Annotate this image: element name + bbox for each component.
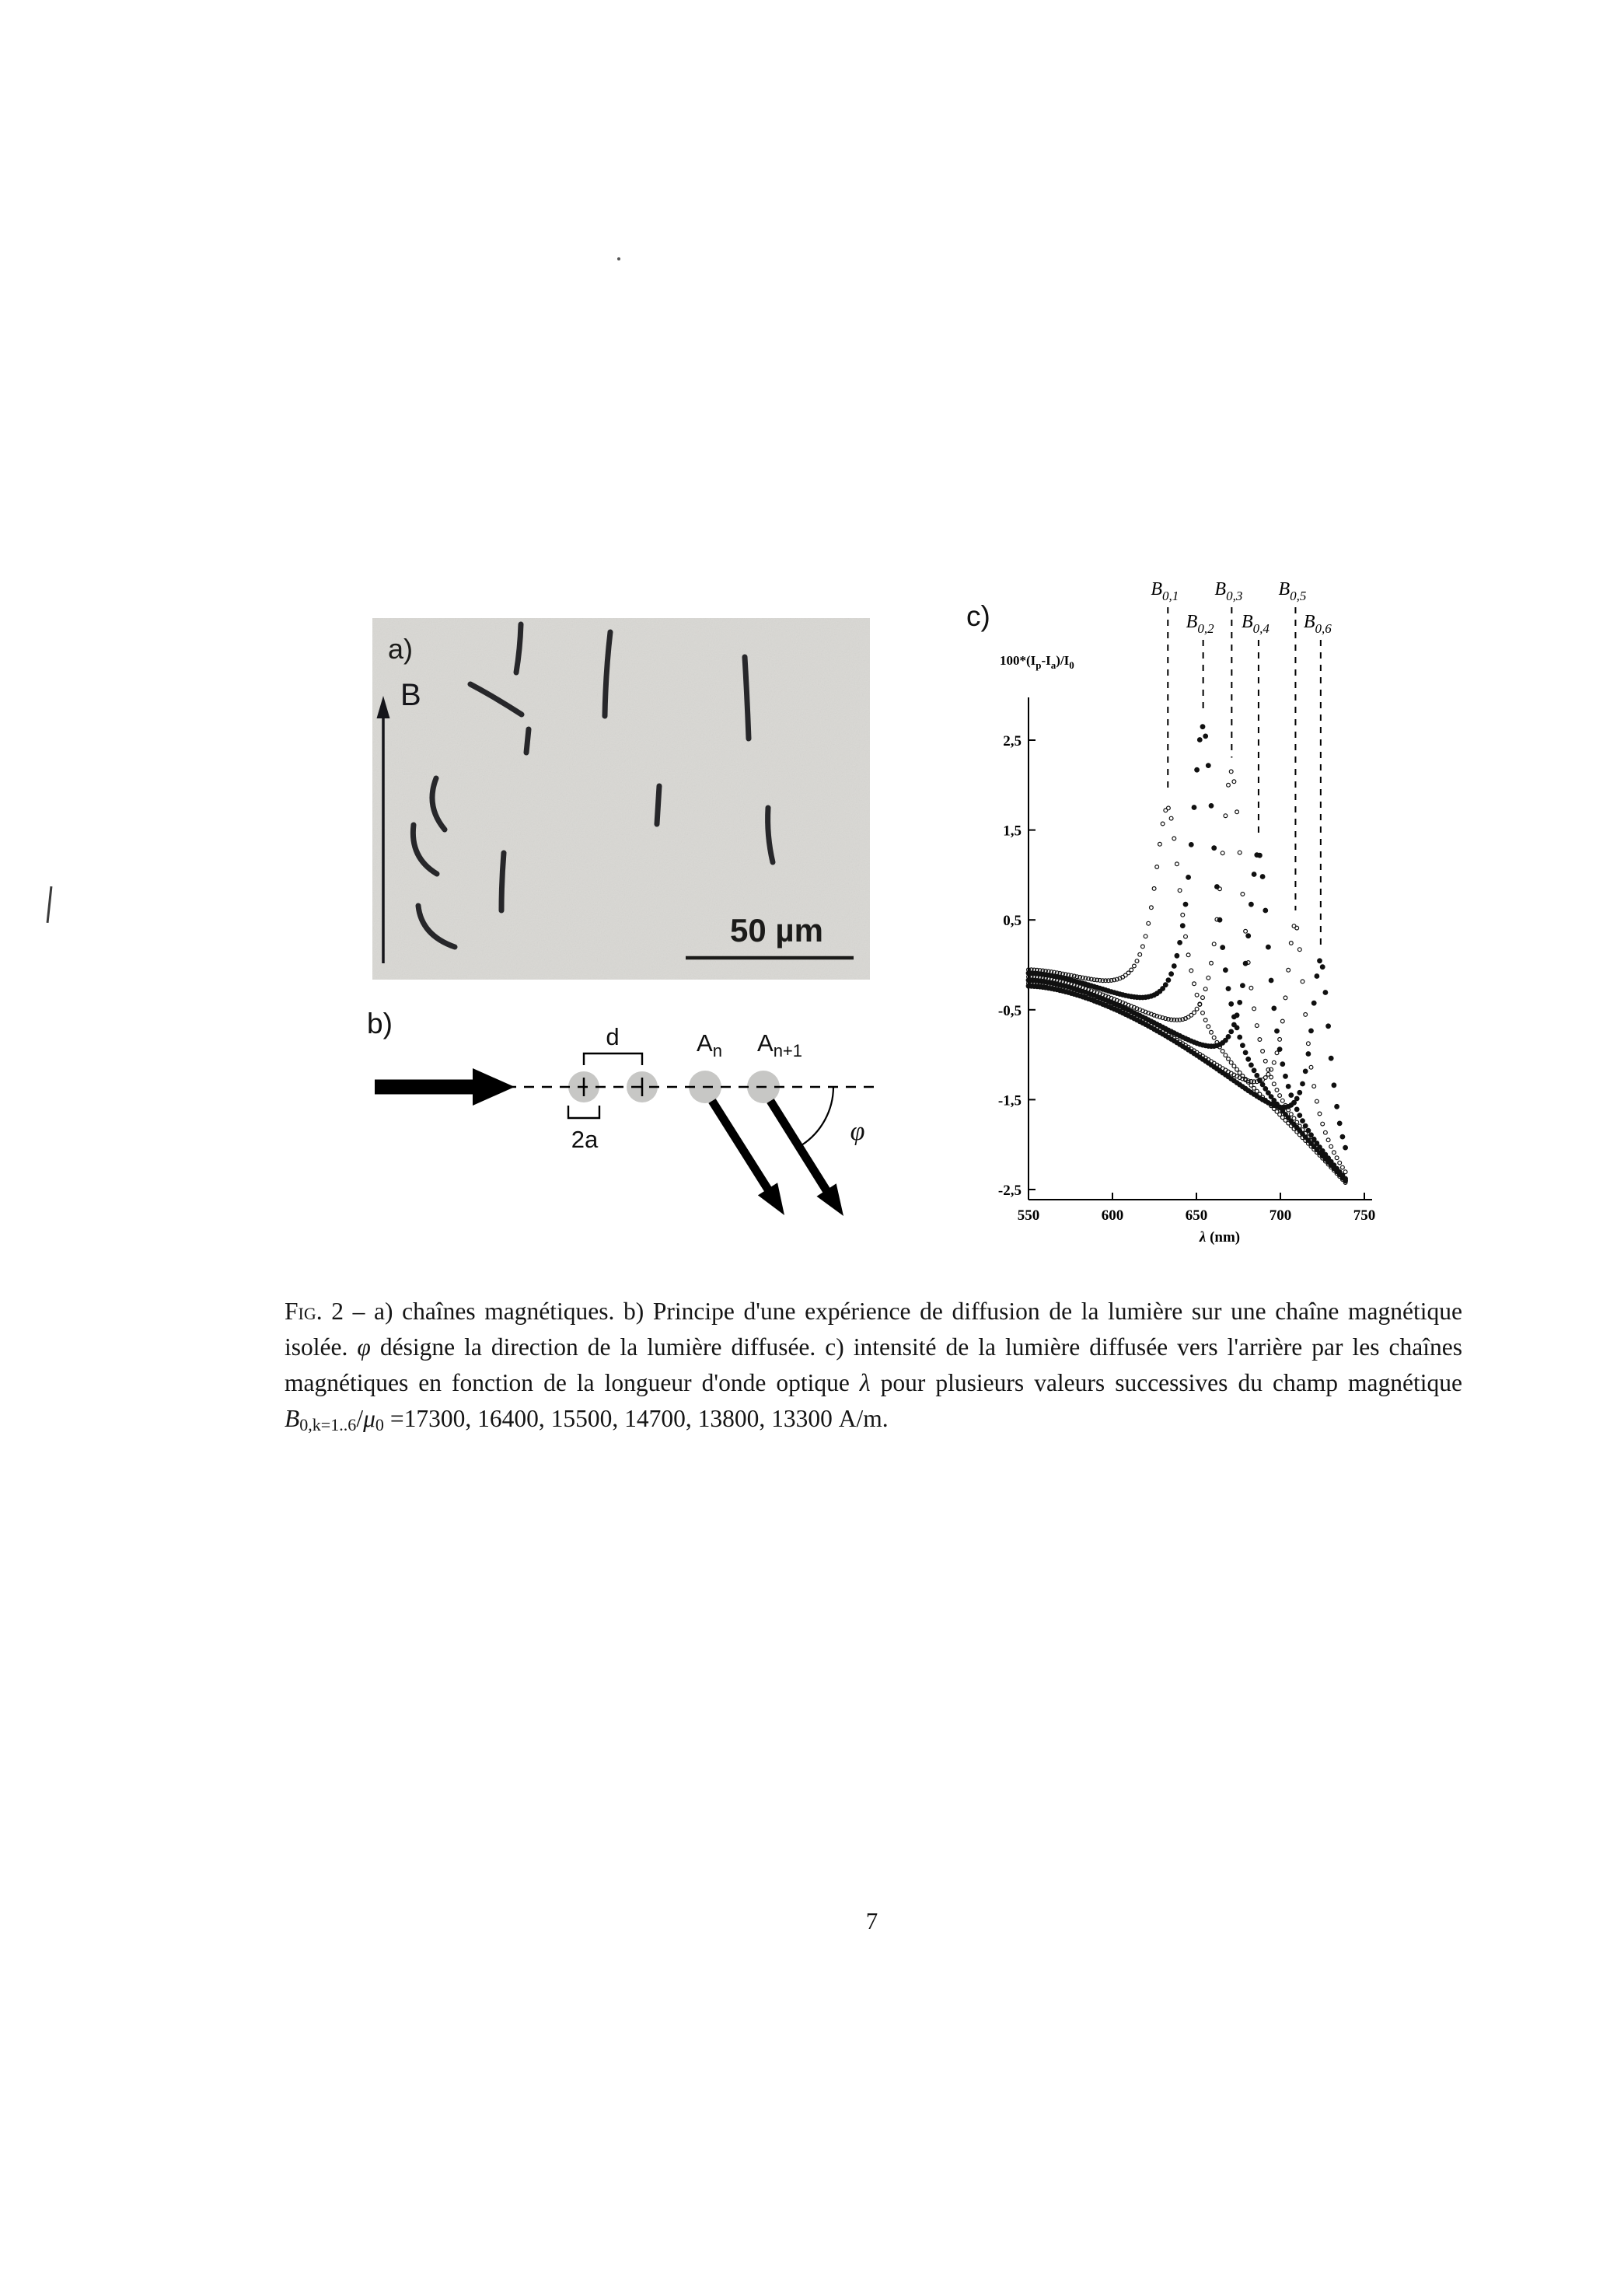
data-point: [1326, 1138, 1330, 1142]
data-point: [1207, 763, 1211, 768]
data-point: [1315, 1099, 1319, 1103]
data-point: [1241, 984, 1245, 988]
data-point: [1172, 964, 1177, 969]
data-point: [1332, 1151, 1336, 1155]
data-point: [1315, 1141, 1319, 1146]
data-point: [1326, 1024, 1331, 1029]
data-point: [1133, 964, 1137, 968]
data-point: [1329, 1144, 1333, 1148]
data-point: [1227, 1057, 1231, 1061]
data-point: [1272, 1060, 1276, 1064]
data-point: [1229, 1029, 1234, 1034]
y-tick-label: 0,5: [1003, 913, 1022, 930]
data-point: [1286, 1085, 1290, 1089]
data-point: [1258, 853, 1263, 858]
data-point: [1195, 993, 1199, 997]
data-point: [1126, 971, 1130, 975]
data-point: [1241, 1043, 1245, 1048]
data-point: [1244, 929, 1248, 933]
caption-segment: pour plusieurs valeurs successives du champ magnétique: [870, 1369, 1462, 1396]
data-point: [1195, 1007, 1199, 1011]
data-point: [1266, 945, 1271, 949]
y-tick-label: -0,5: [997, 1002, 1022, 1019]
data-point: [1238, 851, 1242, 854]
data-point: [1335, 1156, 1339, 1160]
data-point: [1343, 1170, 1347, 1174]
caption-segment: 0: [375, 1414, 384, 1434]
data-point: [1338, 1161, 1342, 1165]
data-point: [1303, 1069, 1308, 1074]
caption-segment: φ: [357, 1333, 371, 1361]
data-point: [1303, 1123, 1308, 1128]
data-point: [1212, 942, 1216, 946]
data-point: [1167, 806, 1171, 810]
y-tick-label: 1,5: [1003, 823, 1022, 840]
data-point: [1260, 875, 1265, 879]
data-point: [1318, 1112, 1322, 1116]
data-point: [1280, 1019, 1284, 1023]
data-point: [1318, 959, 1322, 963]
data-point: [1332, 1083, 1336, 1088]
data-point: [1212, 846, 1217, 851]
y-tick-label: -2,5: [997, 1183, 1022, 1199]
data-point: [1275, 1088, 1279, 1092]
data-point: [1178, 889, 1182, 893]
data-point: [1221, 851, 1224, 855]
data-point: [1221, 1050, 1224, 1053]
magnetic-chain: [526, 729, 529, 753]
data-point: [1311, 1137, 1316, 1142]
data-point: [1161, 822, 1165, 826]
data-point: [1189, 843, 1194, 847]
data-point: [1203, 1018, 1207, 1022]
peak-field-label: $B_{0,6}$: [1303, 612, 1332, 636]
data-point: [1309, 1133, 1314, 1137]
data-point: [1246, 1057, 1251, 1062]
data-point: [1235, 1013, 1239, 1018]
data-point: [1320, 965, 1325, 970]
panel-c-label: c): [966, 600, 990, 632]
x-tick-label: 700: [1269, 1207, 1292, 1224]
data-point: [1181, 924, 1186, 928]
caption-segment: /: [356, 1405, 364, 1432]
data-point: [1235, 810, 1239, 814]
2a-label: 2a: [571, 1126, 599, 1153]
data-point: [1309, 1065, 1313, 1069]
data-point: [1221, 945, 1225, 950]
2a-bracket: [568, 1106, 599, 1118]
data-point: [1224, 968, 1228, 973]
data-point: [1226, 987, 1231, 991]
y-tick-label: -1,5: [997, 1092, 1022, 1109]
data-point: [1337, 1121, 1342, 1126]
panel-a-micrograph: [372, 618, 870, 980]
data-point: [1130, 968, 1133, 972]
data-point: [1315, 974, 1319, 979]
data-point: [1272, 1006, 1276, 1011]
data-point: [1186, 875, 1191, 880]
data-point: [1232, 780, 1236, 784]
x-tick-label: 750: [1353, 1207, 1376, 1224]
data-point: [1201, 1011, 1205, 1015]
data-point: [1294, 1107, 1299, 1112]
data-point: [1292, 1116, 1296, 1120]
data-point: [1203, 987, 1207, 991]
data-point: [1269, 978, 1273, 983]
peak-field-label: $B_{0,1}$: [1151, 579, 1179, 603]
data-point: [1260, 1082, 1265, 1087]
data-point: [1226, 1035, 1231, 1039]
data-point: [1169, 816, 1173, 820]
data-point: [1255, 1024, 1259, 1028]
data-point: [1172, 837, 1176, 840]
x-axis-label: λ (nm): [1199, 1229, 1241, 1246]
data-point: [1343, 1176, 1348, 1181]
data-point: [1207, 1025, 1210, 1029]
data-point: [1144, 935, 1147, 938]
data-point: [1138, 952, 1142, 956]
data-point: [1292, 1100, 1297, 1105]
data-point: [1232, 1064, 1236, 1068]
data-point: [1252, 1068, 1256, 1073]
data-point: [1246, 934, 1251, 938]
data-point: [1249, 1063, 1254, 1067]
peak-field-label: $B_{0,2}$: [1186, 612, 1214, 636]
data-point: [1277, 1047, 1282, 1052]
caption-segment: B: [285, 1405, 300, 1432]
peak-field-label: $B_{0,4}$: [1241, 612, 1270, 636]
data-point: [1307, 1042, 1311, 1046]
data-point: [1158, 842, 1162, 846]
data-point: [1301, 1119, 1305, 1123]
data-point: [1181, 913, 1185, 917]
data-point: [1343, 1145, 1348, 1150]
data-point: [1241, 893, 1245, 896]
data-point: [1224, 1053, 1228, 1057]
caption-segment: =17300, 16400, 15500, 14700, 13800, 13300 A/m.: [383, 1405, 889, 1432]
data-point: [1311, 1001, 1316, 1005]
data-point: [1175, 954, 1179, 959]
data-point: [1235, 1067, 1239, 1071]
panel-b-schematic: [358, 995, 902, 1252]
data-point: [1340, 1134, 1345, 1139]
magnetic-chain: [657, 786, 659, 824]
data-point: [1212, 1036, 1216, 1039]
data-point: [1229, 770, 1233, 774]
data-point: [1258, 1038, 1262, 1042]
data-point: [1210, 961, 1214, 965]
b-field-label: B: [400, 678, 421, 712]
data-point: [1263, 1076, 1267, 1080]
d-bracket: [584, 1053, 642, 1065]
data-point: [1249, 986, 1253, 990]
data-point: [1283, 996, 1287, 1000]
data-point: [1189, 969, 1193, 973]
data-point: [1304, 1013, 1308, 1017]
data-point: [1294, 1096, 1299, 1101]
x-tick-label: 650: [1185, 1207, 1208, 1224]
data-point: [1255, 1074, 1259, 1078]
x-tick-label: 600: [1101, 1207, 1124, 1224]
data-point: [1329, 1056, 1333, 1060]
scattered-ray-2-shaft: [770, 1101, 826, 1190]
data-point: [1297, 948, 1301, 952]
data-point: [1184, 935, 1188, 938]
data-point: [1335, 1105, 1339, 1109]
data-point: [1266, 1091, 1271, 1095]
caption-segment: λ: [859, 1369, 871, 1396]
data-point: [1147, 921, 1151, 925]
caption-segment: désigne la direction de la lumière diffusée. c) intensité de la lumière diffusée vers l'arrière par les chaînes magnétiques en fonction de la longueur d'onde optique: [285, 1333, 1462, 1396]
data-point: [1278, 1094, 1282, 1098]
data-point: [1175, 862, 1179, 866]
data-point: [1289, 942, 1293, 945]
data-point: [1201, 996, 1205, 1000]
y-tick-label: 2,5: [1003, 733, 1022, 749]
caption-segment: 0,k=1..6: [299, 1414, 357, 1434]
data-point: [1275, 1029, 1280, 1033]
data-point: [1249, 902, 1254, 907]
data-point: [1295, 926, 1299, 930]
data-point: [1210, 1030, 1214, 1034]
data-point: [1287, 968, 1290, 972]
peak-field-label: $B_{0,5}$: [1278, 579, 1307, 603]
data-point: [1193, 1011, 1196, 1015]
data-point: [1141, 945, 1145, 949]
phi-label: φ: [850, 1117, 865, 1146]
data-point: [1243, 1050, 1248, 1055]
data-point: [1321, 1122, 1325, 1126]
caption-segment: Fig. 2: [285, 1298, 344, 1325]
data-point: [1289, 1113, 1293, 1116]
data-point: [1252, 872, 1256, 877]
data-point: [1341, 1165, 1345, 1169]
data-point: [1289, 1093, 1294, 1098]
data-point: [1278, 1038, 1282, 1042]
data-point: [1186, 953, 1190, 957]
data-point: [1297, 1091, 1302, 1095]
data-point: [1209, 804, 1214, 809]
data-point: [1198, 738, 1203, 742]
data-point: [1312, 1085, 1316, 1088]
data-point: [1164, 983, 1168, 987]
data-point: [1229, 1002, 1234, 1007]
data-point: [1150, 906, 1154, 910]
data-point: [1266, 1072, 1270, 1076]
data-point: [1224, 814, 1228, 818]
data-point: [1238, 1071, 1242, 1074]
data-point: [1306, 1052, 1311, 1057]
data-point: [1169, 972, 1174, 977]
data-point: [1280, 1062, 1285, 1067]
data-point: [1215, 885, 1220, 889]
data-point: [1263, 1059, 1267, 1063]
magnetic-chain: [501, 853, 504, 910]
scattering-spectra-chart: [956, 571, 1423, 1256]
data-point: [1200, 725, 1205, 729]
data-point: [1166, 978, 1171, 983]
data-point: [1227, 783, 1231, 787]
data-point: [1232, 1022, 1237, 1027]
An1-label: $A_{n+1}$: [757, 1029, 803, 1060]
An-label: $A_n$: [697, 1029, 722, 1060]
panel-b-label: b): [367, 1008, 393, 1039]
data-point: [1207, 976, 1210, 980]
data-point: [1283, 1074, 1288, 1079]
data-point: [1203, 734, 1208, 739]
panel-a-label: a): [388, 633, 414, 665]
data-point: [1309, 1029, 1314, 1033]
data-point: [1275, 1051, 1279, 1055]
data-point: [1155, 865, 1159, 869]
caption-segment: μ: [363, 1405, 375, 1432]
data-point: [1280, 1099, 1284, 1102]
caption-segment: – a) chaînes magnétiques. b) Principe d'une expérience de diffusion de la lumière sur une chaîne magnétique isolée.: [285, 1298, 1462, 1361]
data-point: [1272, 1082, 1276, 1086]
series-B0,3: [1027, 770, 1347, 1182]
phi-arc: [802, 1087, 833, 1145]
data-point: [1323, 991, 1328, 995]
stray-mark: [47, 886, 53, 923]
data-point: [1152, 887, 1156, 891]
page-number: 7: [865, 1907, 878, 1934]
x-tick-label: 550: [1017, 1207, 1040, 1224]
data-point: [1252, 1007, 1256, 1011]
data-point: [1324, 1130, 1328, 1134]
data-point: [1261, 1050, 1265, 1053]
data-point: [1252, 1086, 1256, 1090]
y-axis-label: $100*(I_p-I_a)/I_0$: [1000, 653, 1074, 671]
data-point: [1178, 941, 1182, 945]
data-point: [1306, 1128, 1311, 1133]
scattered-ray-1-shaft: [712, 1101, 768, 1190]
data-point: [1263, 908, 1268, 913]
peak-field-label: $B_{0,3}$: [1214, 579, 1243, 603]
data-point: [1192, 805, 1196, 810]
data-point: [1297, 1113, 1302, 1118]
data-point: [1195, 767, 1200, 772]
data-point: [1238, 1001, 1242, 1005]
data-point: [1229, 1060, 1233, 1064]
figure-caption: [285, 1294, 1462, 1443]
data-point: [1135, 959, 1139, 963]
data-point: [1183, 902, 1188, 907]
data-point: [1238, 1035, 1242, 1039]
ink-speck: [617, 257, 620, 260]
data-point: [1301, 1081, 1305, 1086]
data-point: [1301, 980, 1304, 984]
scale-bar-label: 50 µm: [730, 912, 823, 949]
d-label: d: [606, 1023, 620, 1050]
data-point: [1263, 1087, 1268, 1092]
data-point: [1243, 961, 1248, 966]
data-point: [1193, 982, 1196, 986]
